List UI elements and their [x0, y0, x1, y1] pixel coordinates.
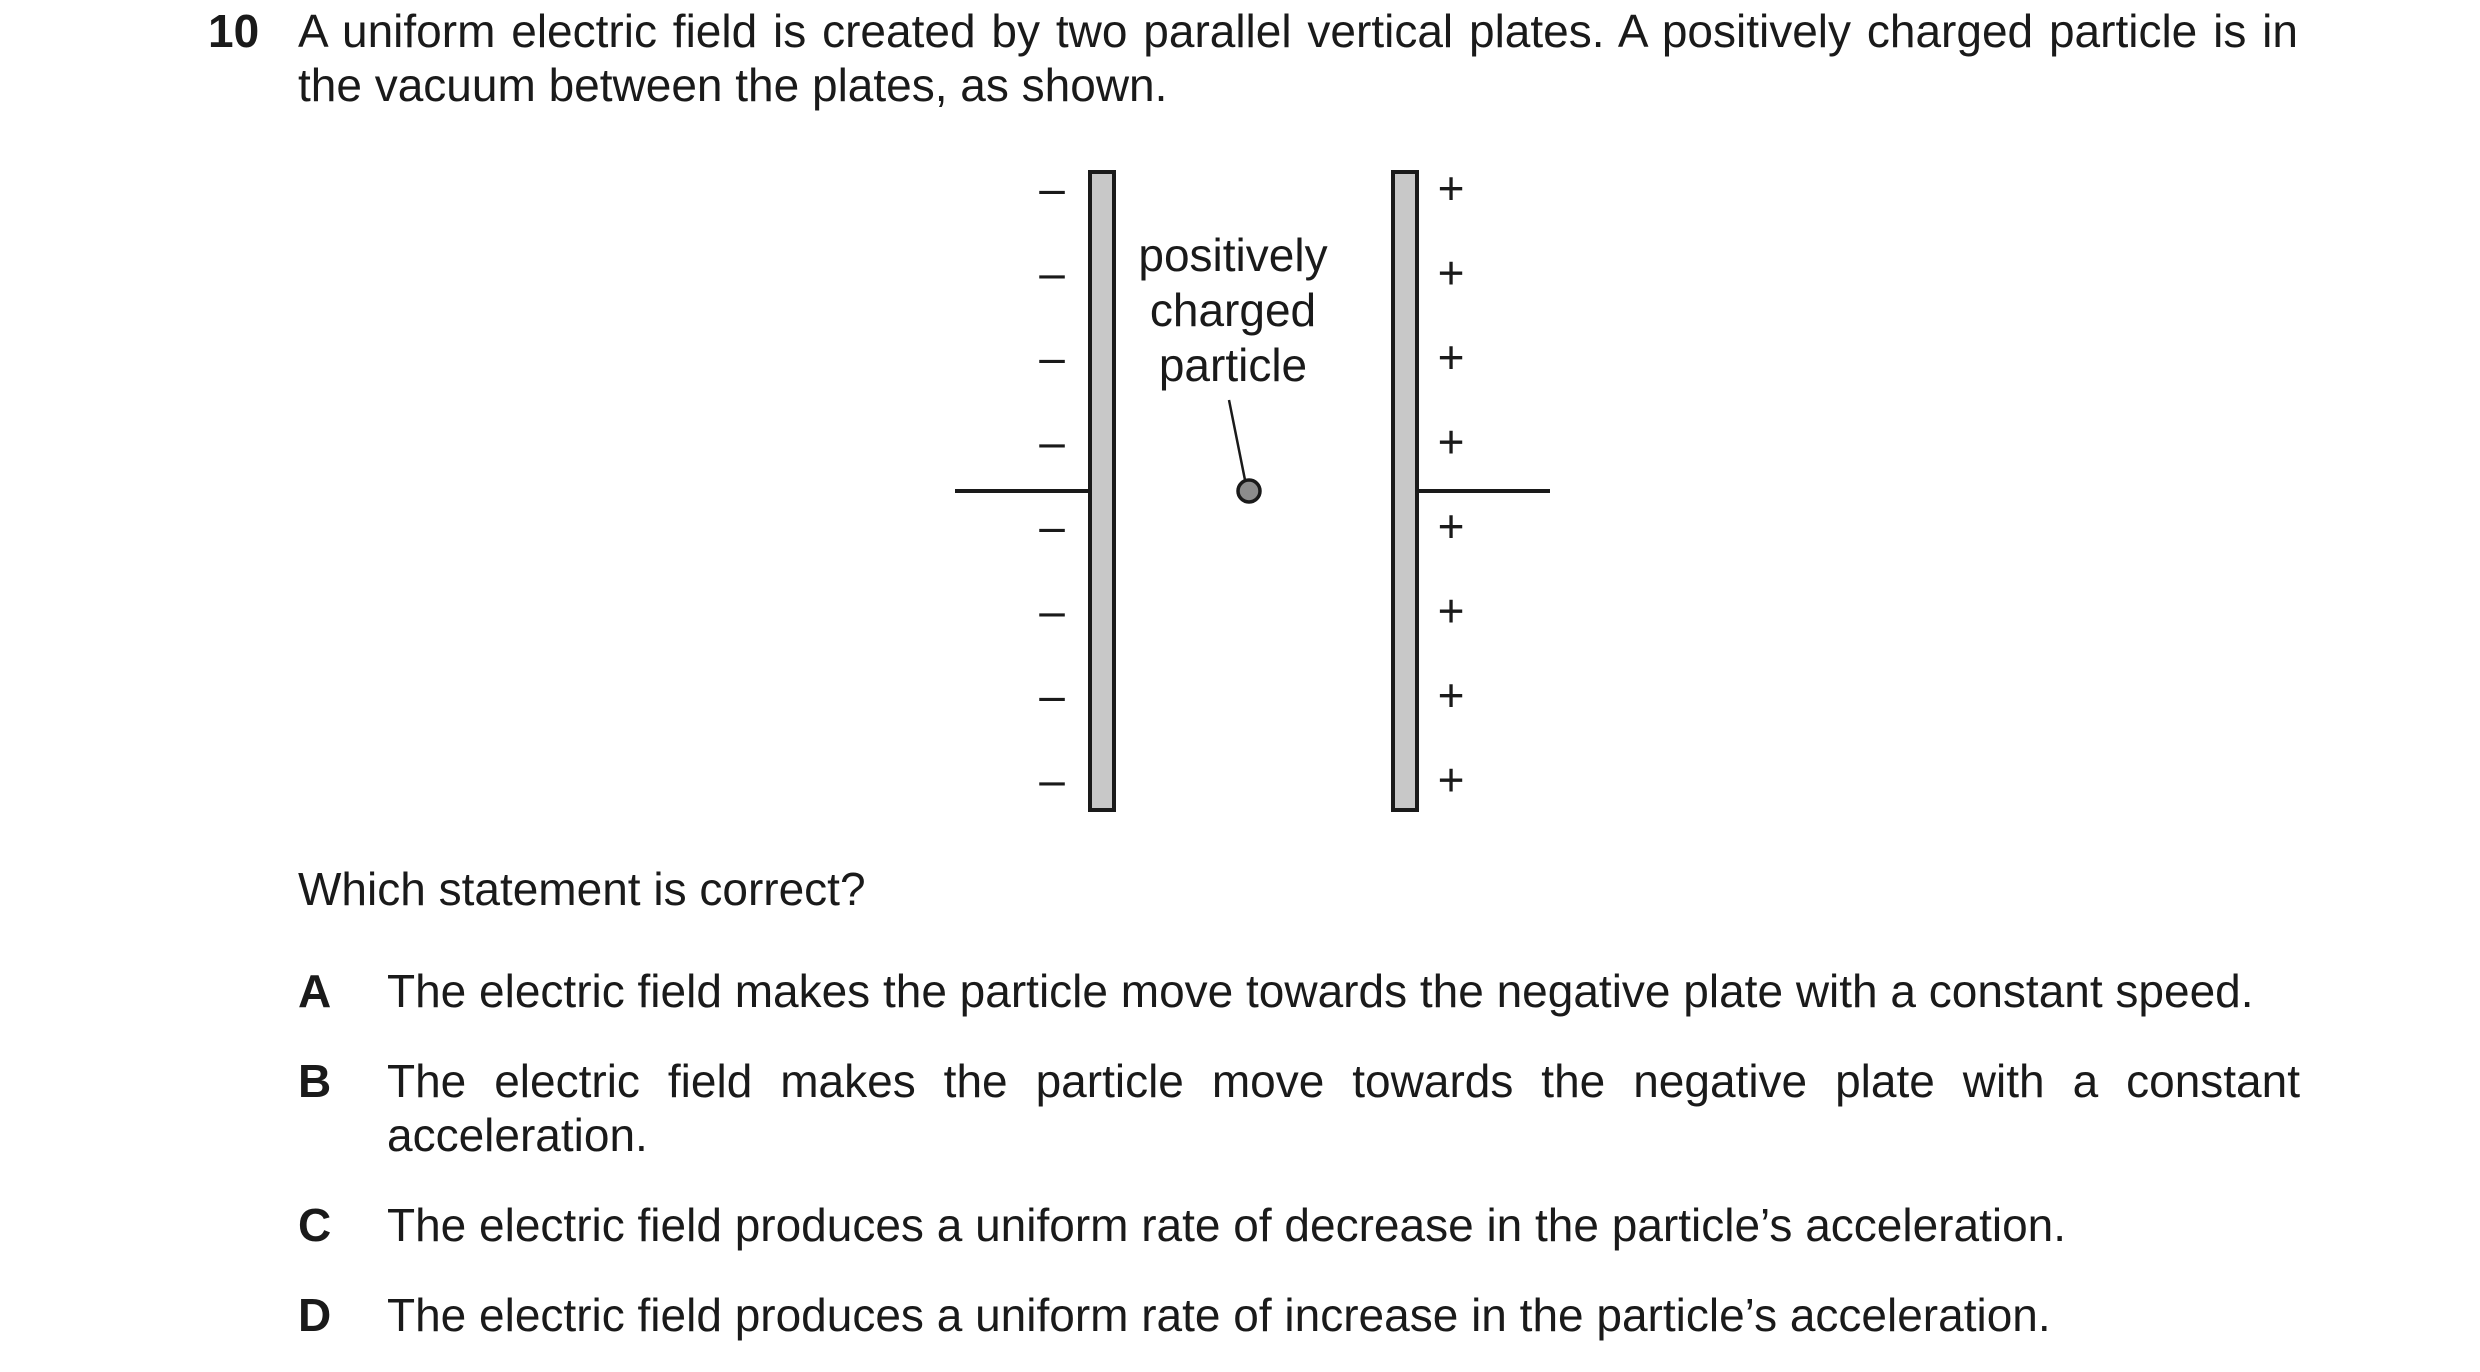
particle-label-line-2: charged — [1149, 284, 1317, 336]
option-text: The electric field makes the particle move towards the negative plate with a constant speed. — [387, 965, 2254, 1017]
positive-sign: + — [1437, 415, 1465, 468]
positive-sign: + — [1437, 500, 1465, 552]
positive-sign: + — [1437, 331, 1465, 383]
question-prompt: Which statement is correct? — [298, 863, 866, 915]
option-text-line-1: The electric field makes the particle move towards the negative plate with a constant — [387, 1055, 2300, 1107]
particle-label-line-1: positively — [1138, 229, 1328, 281]
option-text: The electric field produces a uniform rate of decrease in the particle’s acceleration. — [387, 1199, 2067, 1251]
negative-sign: – — [1039, 162, 1065, 214]
particle-label-line-3: particle — [1158, 339, 1308, 391]
stem-line-2: the vacuum between the plates, as shown. — [298, 59, 1168, 111]
positive-sign: + — [1437, 246, 1465, 299]
negative-sign: – — [1039, 415, 1065, 468]
option-text: The electric field produces a uniform rate of increase in the particle’s acceleration. — [387, 1289, 2051, 1341]
stem-line-1: A uniform electric field is created by two parallel vertical plates. A positively charged particle is in — [298, 5, 2298, 57]
positive-sign: + — [1437, 584, 1465, 637]
negative-sign: – — [1039, 584, 1065, 637]
negative-sign: – — [1039, 500, 1065, 552]
positive-sign: + — [1437, 162, 1465, 214]
negative-sign: – — [1039, 669, 1065, 721]
negative-sign: – — [1039, 331, 1065, 383]
option-d — [298, 1288, 2300, 1342]
option-letter: D — [298, 1289, 332, 1341]
option-a — [298, 964, 2300, 1018]
negative-charge-signs — [1039, 162, 1065, 806]
particle-leader-line — [1229, 400, 1245, 480]
option-text — [387, 1054, 2300, 1162]
positive-charge-signs — [1438, 162, 1465, 806]
negative-sign: – — [1039, 753, 1065, 806]
option-b — [298, 1054, 2300, 1162]
positive-plate — [1393, 172, 1417, 810]
option-c — [298, 1198, 2300, 1252]
positive-sign: + — [1437, 669, 1465, 721]
positively-charged-particle — [1238, 480, 1260, 502]
negative-plate — [1090, 172, 1114, 810]
option-text-line-2: acceleration. — [387, 1109, 648, 1161]
option-letter: A — [298, 965, 332, 1017]
negative-sign: – — [1039, 246, 1065, 299]
option-letter: B — [298, 1055, 332, 1107]
question-number: 10 — [208, 5, 260, 57]
option-letter: C — [298, 1199, 332, 1251]
positive-sign: + — [1437, 753, 1465, 806]
